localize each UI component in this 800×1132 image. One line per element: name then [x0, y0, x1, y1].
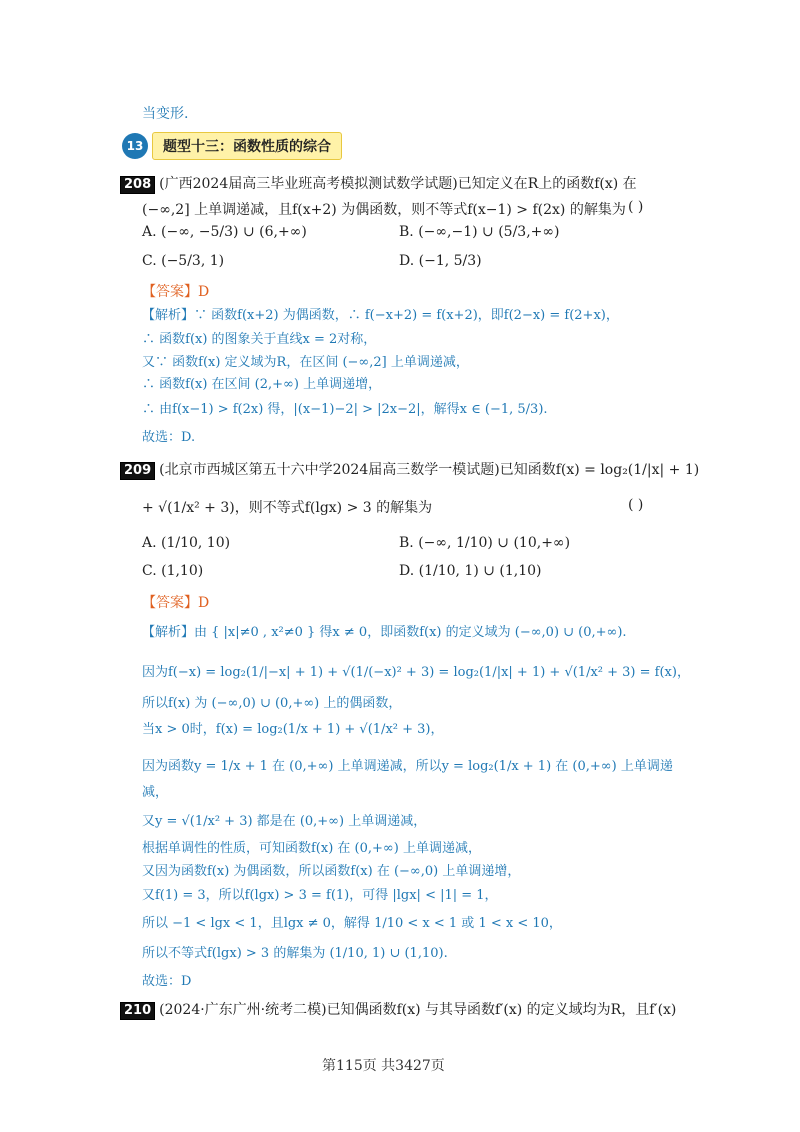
question-208-stem-1: (广西2024届高三毕业班高考模拟测试数学试题)已知定义在R上的函数f(x) 在	[159, 176, 637, 192]
solution-line: 又因为函数f(x) 为偶函数，所以函数f(x) 在 (−∞,0) 上单调递增，	[142, 864, 521, 879]
solution-line: 又∵ 函数f(x) 定义域为R，在区间 (−∞,2] 上单调递减，	[142, 355, 469, 370]
question-208-line1	[120, 173, 637, 194]
solution-line: 【解析】由 { |x|≠0 , x²≠0 } 得x ≠ 0，即函数f(x) 的定义域为 (−∞,0) ∪ (0,+∞).	[142, 625, 627, 640]
section-title: 题型十三：函数性质的综合	[152, 132, 342, 160]
section-number-badge: 13	[122, 133, 148, 159]
answer-label: 【答案】D	[142, 595, 210, 611]
solution-line: 根据单调性的性质，可知函数f(x) 在 (0,+∞) 上单调递减，	[142, 841, 481, 856]
solution-line: 因为f(−x) = log₂(1/|−x| + 1) + √(1/(−x)² + 3) = log₂(1/|x| + 1) + √(1/x² + 3) = f(x)，	[142, 665, 690, 680]
solution-line: 【解析】∵ 函数f(x+2) 为偶函数，∴ f(−x+2) = f(x+2)，即f(2−x) = f(2+x)，	[142, 308, 619, 323]
question-number-badge: 209	[120, 462, 155, 480]
question-number-badge: 210	[120, 1002, 155, 1020]
option-b: B. (−∞,−1) ∪ (5/3,+∞)	[399, 224, 560, 240]
option-d: D. (1/10, 1) ∪ (1,10)	[399, 563, 542, 579]
question-210-line1	[120, 999, 676, 1020]
solution-line: 减，	[142, 785, 169, 800]
option-d: D. (−1, 5/3)	[399, 253, 482, 269]
solution-line: 故选：D	[142, 974, 192, 989]
page-footer: 第115页 共3427页	[322, 1058, 445, 1074]
solution-line: 当x > 0时，f(x) = log₂(1/x + 1) + √(1/x² + 3)，	[142, 722, 444, 737]
solution-line: ∴ 函数f(x) 在区间 (2,+∞) 上单调递增，	[142, 377, 382, 392]
option-b: B. (−∞, 1/10) ∪ (10,+∞)	[399, 535, 571, 551]
question-208-paren: ( )	[628, 199, 644, 215]
option-a: A. (1/10, 10)	[142, 535, 231, 551]
option-c: C. (−5/3, 1)	[142, 253, 225, 269]
solution-line: 故选：D.	[142, 430, 196, 445]
answer-label: 【答案】D	[142, 284, 210, 300]
question-209-stem-1: (北京市西城区第五十六中学2024届高三数学一模试题)已知函数f(x) = log₂(1/|x| + 1)	[159, 462, 700, 478]
solution-line: ∴ 函数f(x) 的图象关于直线x = 2对称，	[142, 332, 377, 347]
question-209-stem-2: + √(1/x² + 3)，则不等式f(lgx) > 3 的解集为	[142, 500, 433, 516]
solution-line: 所以不等式f(lgx) > 3 的解集为 (1/10, 1) ∪ (1,10).	[142, 946, 448, 961]
section-header	[122, 133, 342, 159]
solution-line: 又f(1) = 3，所以f(lgx) > 3 = f(1)，可得 |lgx| < |1| = 1，	[142, 888, 498, 903]
solution-line: 所以f(x) 为 (−∞,0) ∪ (0,+∞) 上的偶函数，	[142, 696, 402, 711]
question-210-stem-1: (2024·广东广州·统考二模)已知偶函数f(x) 与其导函数f′(x) 的定义域均为R，且f′(x)	[159, 1002, 677, 1018]
option-c: C. (1,10)	[142, 563, 204, 579]
solution-line: 又y = √(1/x² + 3) 都是在 (0,+∞) 上单调递减，	[142, 814, 427, 829]
question-209-paren: ( )	[628, 497, 644, 513]
solution-line: 所以 −1 < lgx < 1，且lgx ≠ 0，解得 1/10 < x < 1 或 1 < x < 10，	[142, 916, 562, 931]
option-a: A. (−∞, −5/3) ∪ (6,+∞)	[142, 224, 307, 240]
question-number-badge: 208	[120, 176, 155, 194]
solution-line: 因为函数y = 1/x + 1 在 (0,+∞) 上单调递减，所以y = log₂(1/x + 1) 在 (0,+∞) 上单调递	[142, 759, 673, 774]
solution-line: ∴ 由f(x−1) > f(2x) 得，|(x−1)−2| > |2x−2|，解得x ∈ (−1, 5/3).	[142, 402, 548, 417]
question-208-stem-2: (−∞,2] 上单调递减，且f(x+2) 为偶函数，则不等式f(x−1) > f(2x) 的解集为	[142, 202, 626, 218]
question-209-line1	[120, 459, 699, 480]
intro-text: 当变形.	[142, 106, 189, 122]
